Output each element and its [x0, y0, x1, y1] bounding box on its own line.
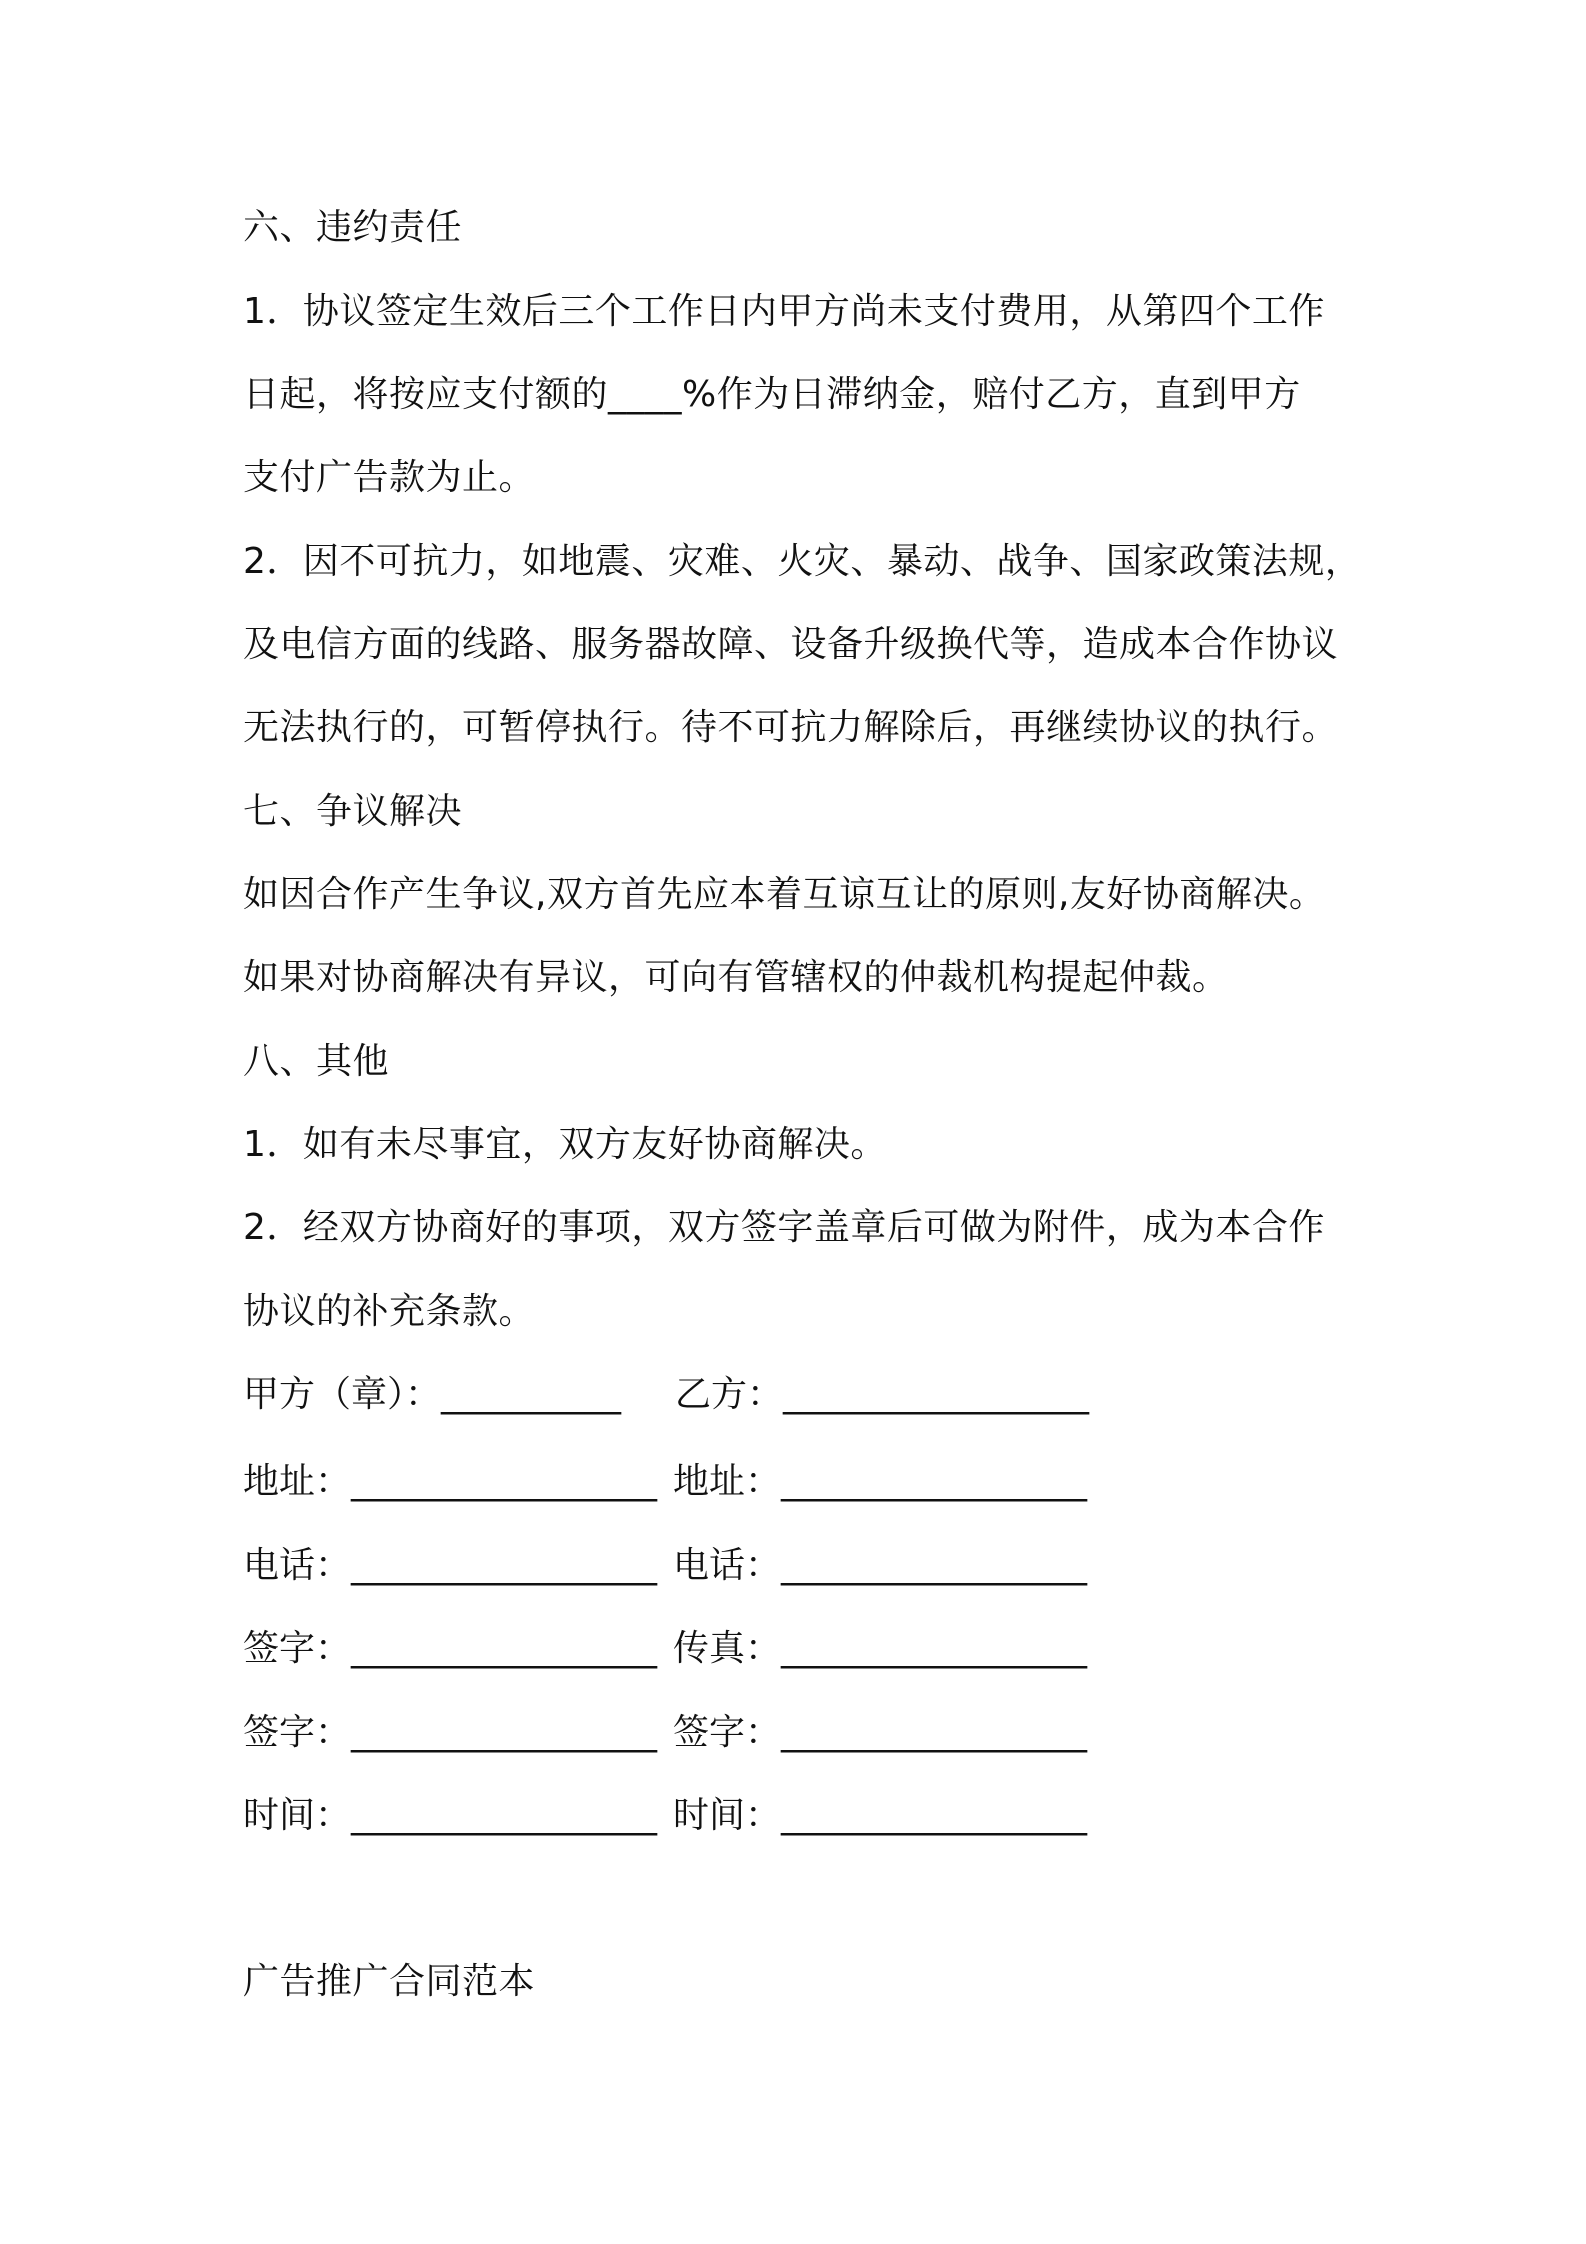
party-a-signature-field: 签字：_________________: [243, 1628, 658, 1669]
section-8-clause-2-line-1: 2．经双方协商好的事项，双方签字盖章后可做为附件，成为本合作: [243, 1207, 1325, 1248]
party-a-phone-field: 电话：_________________: [243, 1545, 658, 1586]
section-8-heading: 八、其他: [243, 1041, 390, 1082]
section-7-heading: 七、争议解决: [243, 791, 463, 832]
section-6-clause-2-line-1: 2．因不可抗力，如地震、灾难、火灾、暴动、战争、国家政策法规，: [243, 541, 1362, 582]
footer-title: 广告推广合同范本: [243, 1961, 536, 2002]
section-6-clause-1-line-1: 1．协议签定生效后三个工作日内甲方尚未支付费用，从第四个工作: [243, 291, 1325, 332]
section-7-paragraph-line-1: 如因合作产生争议,双方首先应本着互谅互让的原则,友好协商解决。: [243, 874, 1326, 915]
section-8-clause-1: 1．如有未尽事宜，双方友好协商解决。: [243, 1124, 887, 1165]
party-a-signature-field-2: 签字：_________________: [243, 1712, 658, 1753]
section-6-clause-1-line-2: 日起，将按应支付额的____%作为日滞纳金，赔付乙方，直到甲方: [243, 374, 1301, 415]
section-6-clause-1-line-3: 支付广告款为止。: [243, 457, 536, 498]
section-6-heading: 六、违约责任: [243, 207, 463, 248]
section-6-clause-2-line-3: 无法执行的，可暂停执行。待不可抗力解除后，再继续协议的执行。: [243, 707, 1339, 748]
party-b-address-field: 地址：_________________: [673, 1461, 1088, 1502]
section-8-clause-2-line-2: 协议的补充条款。: [243, 1291, 536, 1332]
party-b-signature-field: 签字：_________________: [673, 1712, 1088, 1753]
party-b-phone-field: 电话：_________________: [673, 1545, 1088, 1586]
section-6-clause-2-line-2: 及电信方面的线路、服务器故障、设备升级换代等，造成本合作协议: [243, 624, 1339, 665]
party-b-field: 乙方：_________________: [675, 1374, 1090, 1415]
party-a-address-field: 地址：_________________: [243, 1461, 658, 1502]
party-a-date-field: 时间：_________________: [243, 1795, 658, 1836]
section-7-paragraph-line-2: 如果对协商解决有异议，可向有管辖权的仲裁机构提起仲裁。: [243, 957, 1229, 998]
party-b-date-field: 时间：_________________: [673, 1795, 1088, 1836]
party-a-seal-field: 甲方（章）：__________: [243, 1374, 622, 1415]
party-b-fax-field: 传真：_________________: [673, 1628, 1088, 1669]
